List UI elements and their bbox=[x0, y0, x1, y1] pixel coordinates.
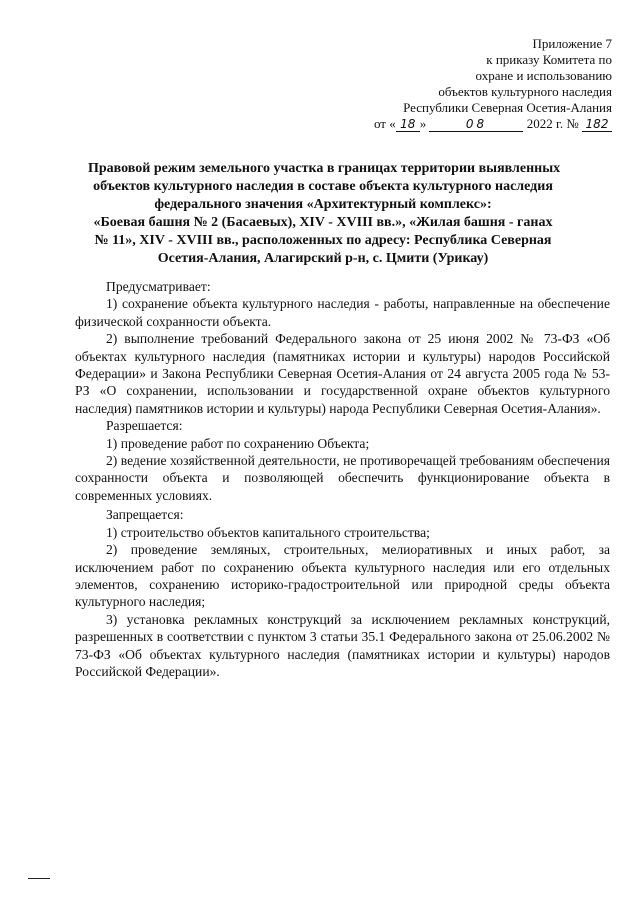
appendix-title: Приложение 7 bbox=[532, 36, 612, 51]
date-quote-close: » bbox=[419, 116, 427, 131]
title-line: объектов культурного наследия в составе объекта культурного наследия bbox=[93, 179, 553, 194]
document-body bbox=[75, 278, 610, 680]
allowed-item-1: 1) проведение работ по сохранению Объекта; bbox=[106, 435, 370, 451]
appendix-order-ref: к приказу Комитета по bbox=[486, 52, 612, 67]
handwritten-day: 18 bbox=[396, 118, 420, 132]
title-line: № 11», XIV - XVIII вв., расположенных по адресу: Республика Северная bbox=[94, 233, 552, 248]
footer-rule bbox=[28, 878, 50, 879]
provides-item-2: 2) выполнение требований Федерального закона от 25 июня 2002 № 73-ФЗ «Об объектах культурного наследия (памятниках истории и культуры) народов Российской Федерации» и Закона Республики Северная Осетия-Алания от 24 августа 2005 года № 53-РЗ «О сохранении, использовании и государственной охране объектов культурного наследия) памятников истории и культуры) народа Республики Северная Осетия-Алания». bbox=[75, 331, 610, 416]
title-line: федерального значения «Архитектурный комплекс»: bbox=[154, 197, 492, 212]
forbidden-heading: Запрещается: bbox=[106, 507, 184, 523]
handwritten-order-number: 182 bbox=[582, 118, 612, 132]
appendix-header bbox=[312, 36, 612, 132]
date-prefix: от « bbox=[373, 116, 396, 131]
appendix-heritage-line: объектов культурного наследия bbox=[438, 84, 612, 99]
provides-item-1: 1) сохранение объекта культурного наследия - работы, направленные на обеспечение физической сохранности объекта. bbox=[75, 296, 610, 329]
forbidden-item-3: 3) установка рекламных конструкций за исключением рекламных конструкций, разрешенных в соответствии с пунктом 3 статьи 35.1 Федерального закона от 25.06.2002 № 73-ФЗ «Об объектах культурного наследия (памятниках истории и культуры) народов Российской Федерации». bbox=[75, 611, 610, 679]
forbidden-item-1: 1) строительство объектов капитального строительства; bbox=[106, 524, 430, 540]
handwritten-month: 08 bbox=[429, 118, 523, 132]
provides-heading: Предусматривает: bbox=[106, 279, 211, 294]
document-title bbox=[88, 160, 561, 268]
title-line: Осетия-Алания, Алагирский р-н, с. Цмити (Урикау) bbox=[157, 251, 489, 266]
allowed-heading: Разрешается: bbox=[106, 418, 183, 434]
appendix-committee-line: охране и использованию bbox=[475, 68, 612, 83]
appendix-republic-line: Республики Северная Осетия-Алания bbox=[403, 100, 612, 115]
allowed-item-2: 2) ведение хозяйственной деятельности, не противоречащей требованиям обеспечения сохранности объекта и позволяющей обеспечить функционирование объекта в современных условиях. bbox=[75, 453, 610, 503]
year-and-number-label: 2022 г. № bbox=[526, 116, 579, 131]
title-line: Правовой режим земельного участка в границах территории выявленных bbox=[88, 161, 561, 176]
appendix-date-number-line bbox=[312, 116, 612, 132]
forbidden-item-2: 2) проведение земляных, строительных, мелиоративных и иных работ, за исключением работ по сохранению объекта культурного наследия или его отдельных элементов, сохранению историко-градостроительной или природной среды объекта культурного наследия; bbox=[75, 542, 610, 610]
title-line: «Боевая башня № 2 (Басаевых), XIV - XVIII вв.», «Жилая башня - ганах bbox=[93, 215, 553, 230]
